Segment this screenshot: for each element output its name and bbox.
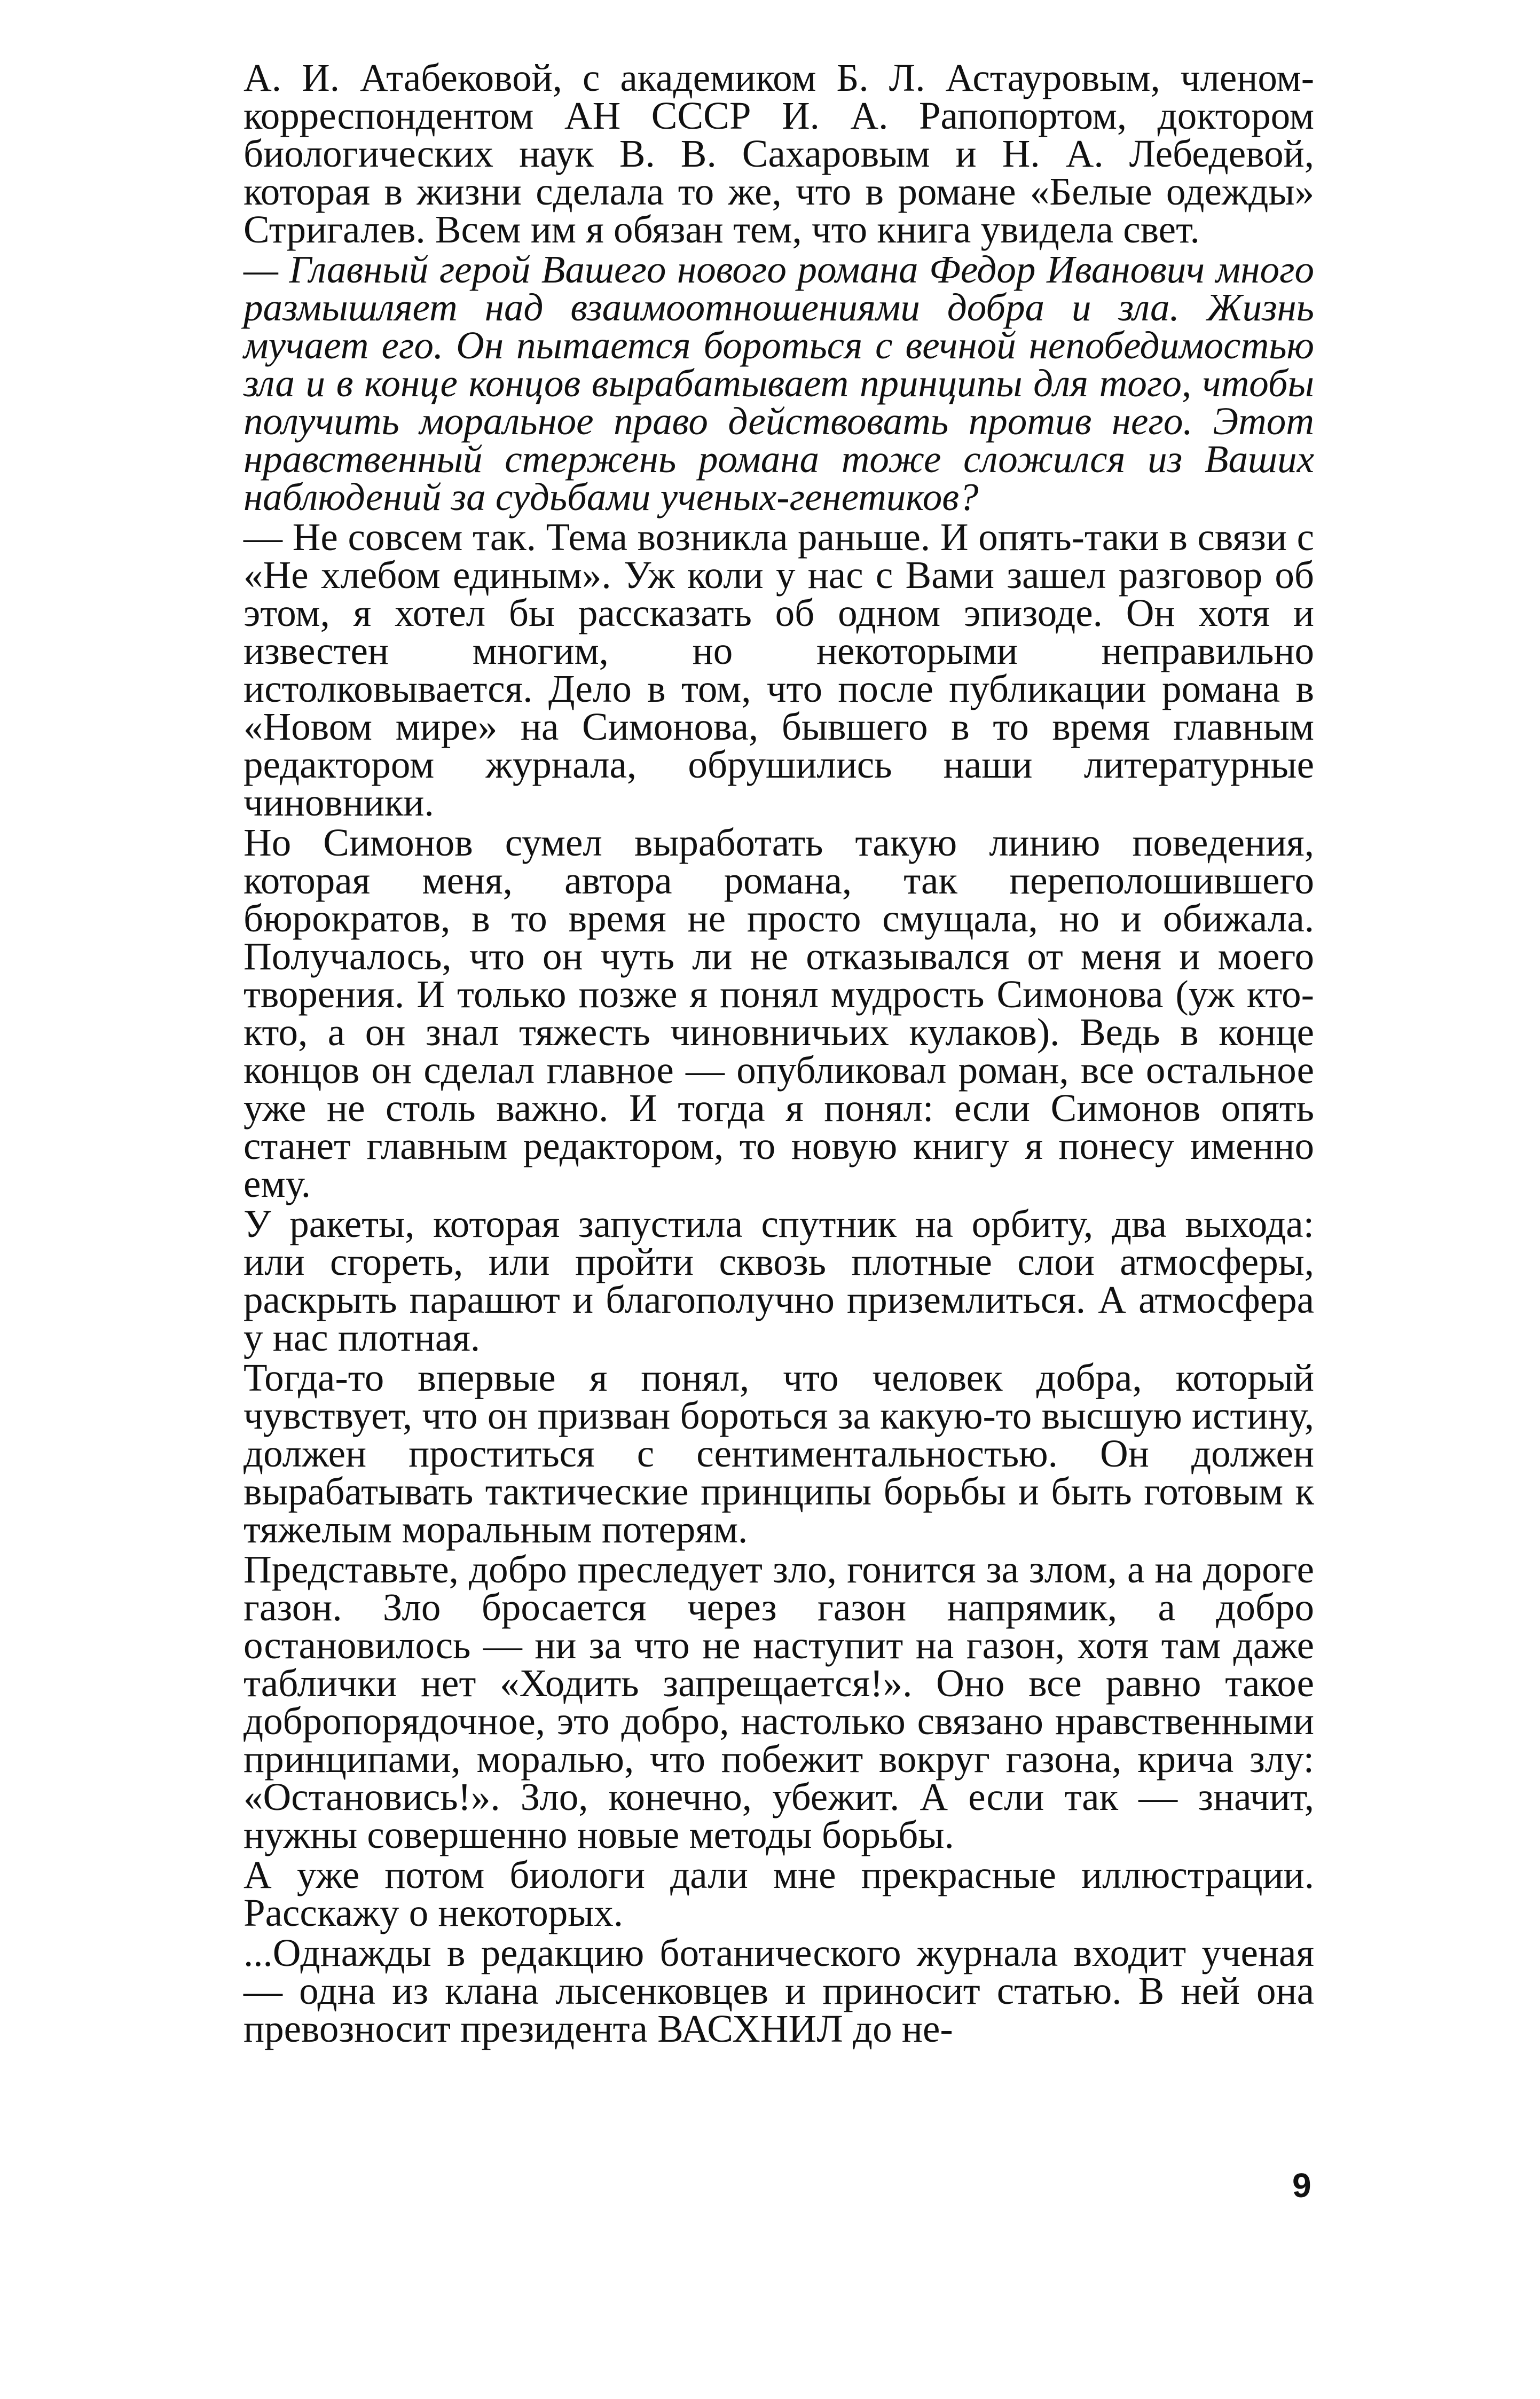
paragraph-answer-intro: — Не совсем так. Тема возникла раньше. И опять-таки в связи с «Не хлебом единым». Уж коли у нас с Вами зашел разговор об этом, я хотел бы рассказать об одном эпизоде. Он хотя и известен многим, но некоторыми неправильно истолковывается. Дело в том, что после публикации романа в «Новом мире» на Симонова, бывшего в то время главным редактором журнала, обрушились наши литературные чиновники. xyxy=(243,515,1314,824)
page-body xyxy=(243,56,1314,2050)
paragraph-interviewer-question: — Главный герой Вашего нового романа Федор Иванович много размышляет над взаимоотношениями добра и зла. Жизнь мучает его. Он пытается бороться с вечной непобедимостью зла и в конце концов вырабатывает принципы для того, чтобы получить моральное право действовать против него. Этот нравственный стержень романа тоже сложился из Ваших наблюдений за судьбами ученых-генетиков? xyxy=(243,248,1314,519)
paragraph-lawn-parable: Представьте, добро преследует зло, гонится за злом, а на дороге газон. Зло бросается через газон напрямик, а добро остановилось — ни за что не наступит на газон, хотя там даже таблички нет «Ходить запрещается!». Оно все равно такое добропорядочное, это добро, настолько связано нравственными принципами, моралью, что побежит вокруг газона, крича злу: «Остановись!». Зло, конечно, убежит. А если так — значит, нужны совершенно новые методы борьбы. xyxy=(243,1548,1314,1856)
paragraph-acknowledgements: А. И. Атабековой, с академиком Б. Л. Астауровым, членом-корреспондентом АН СССР И. А. Рапопортом, доктором биологических наук В. В. Сахаровым и Н. А. Лебедевой, которая в жизни сделала то же, что в романе «Белые одежды» Стригалев. Всем им я обязан тем, что книга увидела свет. xyxy=(243,56,1314,251)
paragraph-simonov: Но Симонов сумел выработать такую линию поведения, которая меня, автора романа, так переполошившего бюрократов, в то время не просто смущала, но и обижала. Получалось, что он чуть ли не отказывался от меня и моего творения. И только позже я понял мудрость Симонова (уж кто-кто, а он знал тяжесть чиновничьих кулаков). Ведь в конце концов он сделал главное — опубликовал роман, все остальное уже не столь важно. И тогда я понял: если Симонов опять станет главным редактором, то новую книгу я понесу именно ему. xyxy=(243,821,1314,1205)
paragraph-journal-episode: ...Однажды в редакцию ботанического журнала входит ученая — одна из клана лысенковцев и приносит статью. В ней она превозносит президента ВАСХНИЛ до не- xyxy=(243,1931,1314,2050)
paragraph-biologists: А уже потом биологи дали мне прекрасные иллюстрации. Расскажу о некоторых. xyxy=(243,1853,1314,1934)
paragraph-person-of-good: Тогда-то впервые я понял, что человек добра, который чувствует, что он призван бороться за какую-то высшую истину, должен проститься с сентиментальностью. Он должен вырабатывать тактические принципы борьбы и быть готовым к тяжелым моральным потерям. xyxy=(243,1356,1314,1551)
page-number: 9 xyxy=(1292,2166,1311,2205)
paragraph-rocket: У ракеты, которая запустила спутник на орбиту, два выхода: или сгореть, или пройти сквозь плотные слои атмосферы, раскрыть парашют и благополучно приземлиться. А атмосфера у нас плотная. xyxy=(243,1202,1314,1359)
